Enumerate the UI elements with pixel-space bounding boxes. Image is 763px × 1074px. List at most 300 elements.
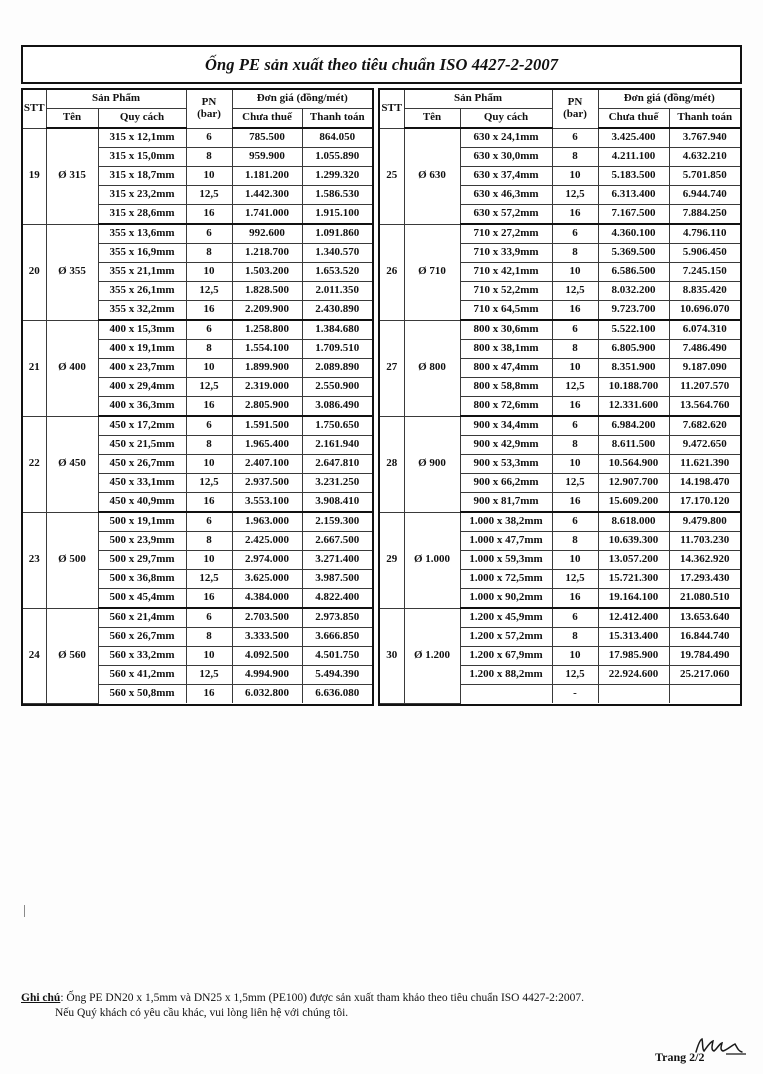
cell-pn: 12,5 bbox=[552, 282, 598, 301]
cell-payment: 3.666.850 bbox=[302, 628, 372, 647]
cell-pre-tax: 4.092.500 bbox=[232, 647, 302, 666]
table-header-left bbox=[23, 90, 372, 128]
cell-payment: 4.822.400 bbox=[302, 589, 372, 609]
cell-spec: 1.000 x 72,5mm bbox=[460, 570, 552, 589]
cell-pre-tax: 8.611.500 bbox=[598, 436, 669, 455]
cell-payment: 1.055.890 bbox=[302, 148, 372, 167]
cell-product-name: Ø 315 bbox=[46, 128, 98, 224]
cell-pre-tax: 10.564.900 bbox=[598, 455, 669, 474]
cell-pn: 6 bbox=[552, 608, 598, 628]
table-row bbox=[23, 224, 372, 244]
cell-pre-tax: 8.351.900 bbox=[598, 359, 669, 378]
cell-pre-tax: 6.984.200 bbox=[598, 416, 669, 436]
cell-pre-tax: 3.333.500 bbox=[232, 628, 302, 647]
cell-pre-tax: 1.591.500 bbox=[232, 416, 302, 436]
cell-stt: 20 bbox=[23, 224, 46, 320]
cell-pre-tax: 15.313.400 bbox=[598, 628, 669, 647]
cell-product-name: Ø 560 bbox=[46, 608, 98, 703]
cell-pre-tax: 785.500 bbox=[232, 128, 302, 148]
cell-spec: 1.200 x 57,2mm bbox=[460, 628, 552, 647]
cell-stt: 28 bbox=[380, 416, 404, 512]
cell-payment: 9.472.650 bbox=[669, 436, 740, 455]
header-name: Tên bbox=[46, 109, 98, 129]
cell-pn: 16 bbox=[552, 589, 598, 609]
cell-payment: 2.550.900 bbox=[302, 378, 372, 397]
cell-pn: 6 bbox=[552, 224, 598, 244]
header-unit-price: Đơn giá (đồng/mét) bbox=[232, 90, 372, 109]
cell-payment: 1.653.520 bbox=[302, 263, 372, 282]
cell-spec: 560 x 50,8mm bbox=[98, 685, 186, 704]
cell-pn: 16 bbox=[552, 493, 598, 513]
cell-payment: 1.091.860 bbox=[302, 224, 372, 244]
price-table-left-wrapper bbox=[21, 88, 374, 706]
cell-spec: 710 x 27,2mm bbox=[460, 224, 552, 244]
cell-pn: 6 bbox=[186, 416, 232, 436]
cell-pn: 10 bbox=[186, 167, 232, 186]
cell-pre-tax: 1.963.000 bbox=[232, 512, 302, 532]
cell-payment: 3.086.490 bbox=[302, 397, 372, 417]
cell-spec: 400 x 19,1mm bbox=[98, 340, 186, 359]
cell-pre-tax: 6.586.500 bbox=[598, 263, 669, 282]
cell-payment: 1.384.680 bbox=[302, 320, 372, 340]
cell-stt: 19 bbox=[23, 128, 46, 224]
header-pn bbox=[552, 90, 598, 128]
cell-spec: 355 x 21,1mm bbox=[98, 263, 186, 282]
cell-pn: 12,5 bbox=[186, 378, 232, 397]
cell-product-name: Ø 355 bbox=[46, 224, 98, 320]
cell-pre-tax: 4.384.000 bbox=[232, 589, 302, 609]
cell-spec: 1.000 x 38,2mm bbox=[460, 512, 552, 532]
cell-pn: 12,5 bbox=[186, 282, 232, 301]
cell-payment: 5.701.850 bbox=[669, 167, 740, 186]
cell-pre-tax: 6.313.400 bbox=[598, 186, 669, 205]
header-name: Tên bbox=[404, 109, 460, 129]
footer-note-line-2: Nếu Quý khách có yêu cầu khác, vui lòng liên hệ với chúng tôi. bbox=[55, 1007, 349, 1019]
cell-pn: 12,5 bbox=[186, 474, 232, 493]
cell-pre-tax: 1.554.100 bbox=[232, 340, 302, 359]
price-table-left bbox=[23, 90, 372, 704]
cell-pre-tax: 22.924.600 bbox=[598, 666, 669, 685]
cell-spec: 800 x 30,6mm bbox=[460, 320, 552, 340]
table-row bbox=[380, 224, 740, 244]
cell-pn: 12,5 bbox=[186, 186, 232, 205]
cell-payment: 21.080.510 bbox=[669, 589, 740, 609]
cell-pn: 10 bbox=[186, 455, 232, 474]
cell-payment: 2.667.500 bbox=[302, 532, 372, 551]
table-row bbox=[23, 512, 372, 532]
cell-spec: 1.200 x 88,2mm bbox=[460, 666, 552, 685]
footer-note-line-1 bbox=[21, 992, 742, 1004]
cell-pre-tax: 1.181.200 bbox=[232, 167, 302, 186]
cell-spec: 355 x 16,9mm bbox=[98, 244, 186, 263]
cell-pre-tax: 2.974.000 bbox=[232, 551, 302, 570]
cell-stt: 27 bbox=[380, 320, 404, 416]
cell-pre-tax: 12.331.600 bbox=[598, 397, 669, 417]
price-tables-container bbox=[21, 88, 742, 706]
cell-spec: 355 x 32,2mm bbox=[98, 301, 186, 321]
cell-pn: 10 bbox=[552, 647, 598, 666]
cell-payment: 17.293.430 bbox=[669, 570, 740, 589]
scan-artifact-mark bbox=[24, 905, 25, 917]
cell-payment: 2.011.350 bbox=[302, 282, 372, 301]
table-row bbox=[380, 512, 740, 532]
cell-spec: 1.000 x 59,3mm bbox=[460, 551, 552, 570]
cell-payment: 7.884.250 bbox=[669, 205, 740, 225]
cell-pn: 8 bbox=[186, 148, 232, 167]
cell-payment: 16.844.740 bbox=[669, 628, 740, 647]
cell-spec: 560 x 26,7mm bbox=[98, 628, 186, 647]
cell-pre-tax: 19.164.100 bbox=[598, 589, 669, 609]
cell-spec: 630 x 46,3mm bbox=[460, 186, 552, 205]
cell-pre-tax: 2.425.000 bbox=[232, 532, 302, 551]
cell-spec: 500 x 45,4mm bbox=[98, 589, 186, 609]
cell-pn: 10 bbox=[552, 551, 598, 570]
document-title-box bbox=[21, 45, 742, 84]
cell-pre-tax: 9.723.700 bbox=[598, 301, 669, 321]
cell-payment: 3.908.410 bbox=[302, 493, 372, 513]
cell-pre-tax: 3.625.000 bbox=[232, 570, 302, 589]
cell-payment: 1.299.320 bbox=[302, 167, 372, 186]
cell-pre-tax: 1.258.800 bbox=[232, 320, 302, 340]
cell-payment: 5.494.390 bbox=[302, 666, 372, 685]
cell-pre-tax: 5.369.500 bbox=[598, 244, 669, 263]
table-row bbox=[23, 128, 372, 148]
cell-payment: 2.430.890 bbox=[302, 301, 372, 321]
cell-pn: 10 bbox=[186, 551, 232, 570]
cell-payment: 25.217.060 bbox=[669, 666, 740, 685]
cell-payment: 4.501.750 bbox=[302, 647, 372, 666]
cell-spec: 315 x 12,1mm bbox=[98, 128, 186, 148]
table-row bbox=[23, 320, 372, 340]
cell-stt: 26 bbox=[380, 224, 404, 320]
cell-pre-tax: 4.994.900 bbox=[232, 666, 302, 685]
cell-product-name: Ø 800 bbox=[404, 320, 460, 416]
header-spec: Quy cách bbox=[98, 109, 186, 129]
cell-payment: 11.703.230 bbox=[669, 532, 740, 551]
cell-product-name: Ø 630 bbox=[404, 128, 460, 224]
cell-pn: 8 bbox=[186, 532, 232, 551]
cell-pre-tax: 4.360.100 bbox=[598, 224, 669, 244]
cell-pn: 6 bbox=[186, 224, 232, 244]
cell-spec: 315 x 15,0mm bbox=[98, 148, 186, 167]
footer-note-label: Ghi chú bbox=[21, 992, 61, 1004]
cell-pre-tax: 2.407.100 bbox=[232, 455, 302, 474]
cell-payment: 7.682.620 bbox=[669, 416, 740, 436]
cell-pre-tax bbox=[598, 685, 669, 704]
cell-stt: 22 bbox=[23, 416, 46, 512]
cell-payment: 2.161.940 bbox=[302, 436, 372, 455]
page-number: Trang 2/2 bbox=[655, 1050, 705, 1064]
cell-pre-tax: 2.703.500 bbox=[232, 608, 302, 628]
cell-pre-tax: 1.442.300 bbox=[232, 186, 302, 205]
cell-payment: 8.835.420 bbox=[669, 282, 740, 301]
cell-product-name: Ø 1.000 bbox=[404, 512, 460, 608]
cell-product-name: Ø 400 bbox=[46, 320, 98, 416]
cell-pn: 16 bbox=[186, 493, 232, 513]
table-row bbox=[380, 128, 740, 148]
cell-pre-tax: 3.553.100 bbox=[232, 493, 302, 513]
cell-pn: 12,5 bbox=[186, 570, 232, 589]
cell-pn: 16 bbox=[552, 205, 598, 225]
cell-pn: 12,5 bbox=[552, 666, 598, 685]
cell-pre-tax: 12.412.400 bbox=[598, 608, 669, 628]
cell-spec bbox=[460, 685, 552, 704]
cell-pre-tax: 1.218.700 bbox=[232, 244, 302, 263]
cell-product-name: Ø 1.200 bbox=[404, 608, 460, 703]
table-row bbox=[23, 416, 372, 436]
cell-pre-tax: 1.828.500 bbox=[232, 282, 302, 301]
header-payment: Thanh toán bbox=[669, 109, 740, 129]
cell-pn: 8 bbox=[552, 628, 598, 647]
cell-payment: 2.973.850 bbox=[302, 608, 372, 628]
cell-payment: 9.187.090 bbox=[669, 359, 740, 378]
cell-spec: 315 x 18,7mm bbox=[98, 167, 186, 186]
cell-payment: 5.906.450 bbox=[669, 244, 740, 263]
cell-pre-tax: 2.805.900 bbox=[232, 397, 302, 417]
cell-spec: 500 x 36,8mm bbox=[98, 570, 186, 589]
table-header-right bbox=[380, 90, 740, 128]
cell-spec: 630 x 37,4mm bbox=[460, 167, 552, 186]
cell-pn: 10 bbox=[186, 359, 232, 378]
cell-pn: 16 bbox=[186, 301, 232, 321]
table-row bbox=[23, 608, 372, 628]
cell-pre-tax: 4.211.100 bbox=[598, 148, 669, 167]
cell-spec: 500 x 19,1mm bbox=[98, 512, 186, 532]
cell-spec: 315 x 28,6mm bbox=[98, 205, 186, 225]
header-pn-unit: (bar) bbox=[197, 107, 221, 120]
cell-spec: 400 x 15,3mm bbox=[98, 320, 186, 340]
header-product: Sản Phẩm bbox=[404, 90, 552, 109]
cell-spec: 800 x 72,6mm bbox=[460, 397, 552, 417]
cell-spec: 900 x 81,7mm bbox=[460, 493, 552, 513]
cell-payment: 14.362.920 bbox=[669, 551, 740, 570]
cell-product-name: Ø 900 bbox=[404, 416, 460, 512]
cell-pre-tax: 6.805.900 bbox=[598, 340, 669, 359]
cell-payment: 3.987.500 bbox=[302, 570, 372, 589]
cell-pn: 6 bbox=[186, 320, 232, 340]
cell-pre-tax: 15.721.300 bbox=[598, 570, 669, 589]
footer-note bbox=[21, 992, 742, 1019]
cell-pn: 8 bbox=[186, 628, 232, 647]
table-row bbox=[380, 320, 740, 340]
cell-stt: 24 bbox=[23, 608, 46, 703]
cell-stt: 21 bbox=[23, 320, 46, 416]
cell-pn: 6 bbox=[186, 608, 232, 628]
cell-spec: 900 x 53,3mm bbox=[460, 455, 552, 474]
cell-pn: 8 bbox=[186, 340, 232, 359]
cell-spec: 800 x 58,8mm bbox=[460, 378, 552, 397]
cell-pn: 6 bbox=[552, 512, 598, 532]
cell-product-name: Ø 710 bbox=[404, 224, 460, 320]
cell-payment: 10.696.070 bbox=[669, 301, 740, 321]
cell-payment: 6.636.080 bbox=[302, 685, 372, 704]
cell-pn: 6 bbox=[186, 128, 232, 148]
cell-pn: 12,5 bbox=[552, 474, 598, 493]
cell-payment bbox=[669, 685, 740, 704]
cell-pn: 8 bbox=[552, 244, 598, 263]
cell-spec: 1.000 x 47,7mm bbox=[460, 532, 552, 551]
cell-pn: 16 bbox=[186, 685, 232, 704]
table-body-right bbox=[380, 128, 740, 703]
cell-pn: 8 bbox=[552, 340, 598, 359]
header-pn-label: PN bbox=[201, 96, 217, 109]
cell-spec: 1.200 x 45,9mm bbox=[460, 608, 552, 628]
cell-spec: 450 x 26,7mm bbox=[98, 455, 186, 474]
cell-pn: - bbox=[552, 685, 598, 704]
header-spec: Quy cách bbox=[460, 109, 552, 129]
cell-spec: 400 x 36,3mm bbox=[98, 397, 186, 417]
cell-pre-tax: 2.937.500 bbox=[232, 474, 302, 493]
cell-pre-tax: 5.183.500 bbox=[598, 167, 669, 186]
cell-spec: 315 x 23,2mm bbox=[98, 186, 186, 205]
cell-pn: 16 bbox=[552, 301, 598, 321]
cell-spec: 400 x 29,4mm bbox=[98, 378, 186, 397]
cell-payment: 1.340.570 bbox=[302, 244, 372, 263]
cell-payment: 864.050 bbox=[302, 128, 372, 148]
page-title: Ống PE sản xuất theo tiêu chuẩn ISO 4427-2-2007 bbox=[204, 54, 559, 74]
header-product: Sản Phẩm bbox=[46, 90, 186, 109]
cell-pn: 8 bbox=[552, 148, 598, 167]
cell-pn: 10 bbox=[186, 647, 232, 666]
cell-pn: 8 bbox=[186, 436, 232, 455]
cell-payment: 1.709.510 bbox=[302, 340, 372, 359]
cell-payment: 17.170.120 bbox=[669, 493, 740, 513]
cell-spec: 630 x 30,0mm bbox=[460, 148, 552, 167]
cell-spec: 630 x 57,2mm bbox=[460, 205, 552, 225]
cell-pn: 10 bbox=[552, 167, 598, 186]
cell-payment: 6.074.310 bbox=[669, 320, 740, 340]
price-table-right bbox=[380, 90, 740, 704]
cell-payment: 14.198.470 bbox=[669, 474, 740, 493]
cell-payment: 7.486.490 bbox=[669, 340, 740, 359]
cell-spec: 800 x 47,4mm bbox=[460, 359, 552, 378]
cell-pre-tax: 959.900 bbox=[232, 148, 302, 167]
cell-pn: 8 bbox=[186, 244, 232, 263]
table-row bbox=[380, 608, 740, 628]
cell-pre-tax: 1.899.900 bbox=[232, 359, 302, 378]
cell-pre-tax: 17.985.900 bbox=[598, 647, 669, 666]
cell-pre-tax: 8.032.200 bbox=[598, 282, 669, 301]
header-stt: STT bbox=[380, 90, 404, 128]
cell-spec: 710 x 33,9mm bbox=[460, 244, 552, 263]
cell-payment: 13.564.760 bbox=[669, 397, 740, 417]
cell-spec: 355 x 13,6mm bbox=[98, 224, 186, 244]
cell-pre-tax: 3.425.400 bbox=[598, 128, 669, 148]
header-stt: STT bbox=[23, 90, 46, 128]
cell-pn: 6 bbox=[552, 416, 598, 436]
table-row bbox=[380, 416, 740, 436]
cell-pn: 6 bbox=[186, 512, 232, 532]
cell-payment: 11.207.570 bbox=[669, 378, 740, 397]
cell-spec: 450 x 17,2mm bbox=[98, 416, 186, 436]
cell-payment: 2.159.300 bbox=[302, 512, 372, 532]
footer-note-text-1: : Ống PE DN20 x 1,5mm và DN25 x 1,5mm (PE100) được sản xuất tham khảo theo tiêu chuẩn ISO 4427-2:2007. bbox=[60, 992, 584, 1004]
cell-spec: 450 x 33,1mm bbox=[98, 474, 186, 493]
cell-spec: 560 x 33,2mm bbox=[98, 647, 186, 666]
cell-spec: 900 x 42,9mm bbox=[460, 436, 552, 455]
cell-pn: 10 bbox=[552, 359, 598, 378]
cell-payment: 1.586.530 bbox=[302, 186, 372, 205]
cell-stt: 23 bbox=[23, 512, 46, 608]
cell-product-name: Ø 450 bbox=[46, 416, 98, 512]
cell-spec: 450 x 40,9mm bbox=[98, 493, 186, 513]
cell-spec: 500 x 29,7mm bbox=[98, 551, 186, 570]
cell-pn: 8 bbox=[552, 532, 598, 551]
cell-pre-tax: 5.522.100 bbox=[598, 320, 669, 340]
cell-pn: 6 bbox=[552, 320, 598, 340]
cell-pn: 16 bbox=[186, 205, 232, 225]
cell-pre-tax: 6.032.800 bbox=[232, 685, 302, 704]
cell-spec: 710 x 42,1mm bbox=[460, 263, 552, 282]
cell-spec: 630 x 24,1mm bbox=[460, 128, 552, 148]
cell-pn: 16 bbox=[552, 397, 598, 417]
cell-pre-tax: 2.319.000 bbox=[232, 378, 302, 397]
cell-spec: 400 x 23,7mm bbox=[98, 359, 186, 378]
cell-payment: 7.245.150 bbox=[669, 263, 740, 282]
cell-pre-tax: 8.618.000 bbox=[598, 512, 669, 532]
cell-pre-tax: 10.188.700 bbox=[598, 378, 669, 397]
cell-spec: 710 x 52,2mm bbox=[460, 282, 552, 301]
header-payment: Thanh toán bbox=[302, 109, 372, 129]
cell-pn: 16 bbox=[186, 397, 232, 417]
cell-stt: 30 bbox=[380, 608, 404, 703]
cell-payment: 9.479.800 bbox=[669, 512, 740, 532]
cell-pn: 8 bbox=[552, 436, 598, 455]
cell-pre-tax: 992.600 bbox=[232, 224, 302, 244]
header-pre-tax: Chưa thuế bbox=[598, 109, 669, 129]
cell-payment: 6.944.740 bbox=[669, 186, 740, 205]
header-pn-unit: (bar) bbox=[563, 107, 587, 120]
cell-pn: 12,5 bbox=[552, 570, 598, 589]
cell-payment: 3.271.400 bbox=[302, 551, 372, 570]
cell-pre-tax: 12.907.700 bbox=[598, 474, 669, 493]
header-unit-price: Đơn giá (đồng/mét) bbox=[598, 90, 740, 109]
cell-payment: 3.767.940 bbox=[669, 128, 740, 148]
cell-payment: 11.621.390 bbox=[669, 455, 740, 474]
cell-payment: 13.653.640 bbox=[669, 608, 740, 628]
cell-pn: 12,5 bbox=[186, 666, 232, 685]
cell-stt: 25 bbox=[380, 128, 404, 224]
cell-pn: 10 bbox=[552, 455, 598, 474]
header-pre-tax: Chưa thuế bbox=[232, 109, 302, 129]
cell-spec: 1.200 x 67,9mm bbox=[460, 647, 552, 666]
cell-payment: 2.647.810 bbox=[302, 455, 372, 474]
cell-payment: 4.796.110 bbox=[669, 224, 740, 244]
cell-spec: 710 x 64,5mm bbox=[460, 301, 552, 321]
header-pn-label: PN bbox=[567, 96, 583, 109]
cell-pre-tax: 13.057.200 bbox=[598, 551, 669, 570]
cell-stt: 29 bbox=[380, 512, 404, 608]
table-body-left bbox=[23, 128, 372, 703]
cell-spec: 900 x 34,4mm bbox=[460, 416, 552, 436]
cell-pre-tax: 7.167.500 bbox=[598, 205, 669, 225]
cell-pre-tax: 2.209.900 bbox=[232, 301, 302, 321]
cell-pre-tax: 10.639.300 bbox=[598, 532, 669, 551]
cell-product-name: Ø 500 bbox=[46, 512, 98, 608]
cell-pre-tax: 1.503.200 bbox=[232, 263, 302, 282]
cell-pn: 12,5 bbox=[552, 186, 598, 205]
cell-pre-tax: 15.609.200 bbox=[598, 493, 669, 513]
header-pn bbox=[186, 90, 232, 128]
cell-spec: 900 x 66,2mm bbox=[460, 474, 552, 493]
cell-payment: 1.750.650 bbox=[302, 416, 372, 436]
cell-pn: 6 bbox=[552, 128, 598, 148]
cell-spec: 450 x 21,5mm bbox=[98, 436, 186, 455]
cell-pn: 10 bbox=[186, 263, 232, 282]
cell-pn: 10 bbox=[552, 263, 598, 282]
cell-spec: 800 x 38,1mm bbox=[460, 340, 552, 359]
cell-spec: 500 x 23,9mm bbox=[98, 532, 186, 551]
